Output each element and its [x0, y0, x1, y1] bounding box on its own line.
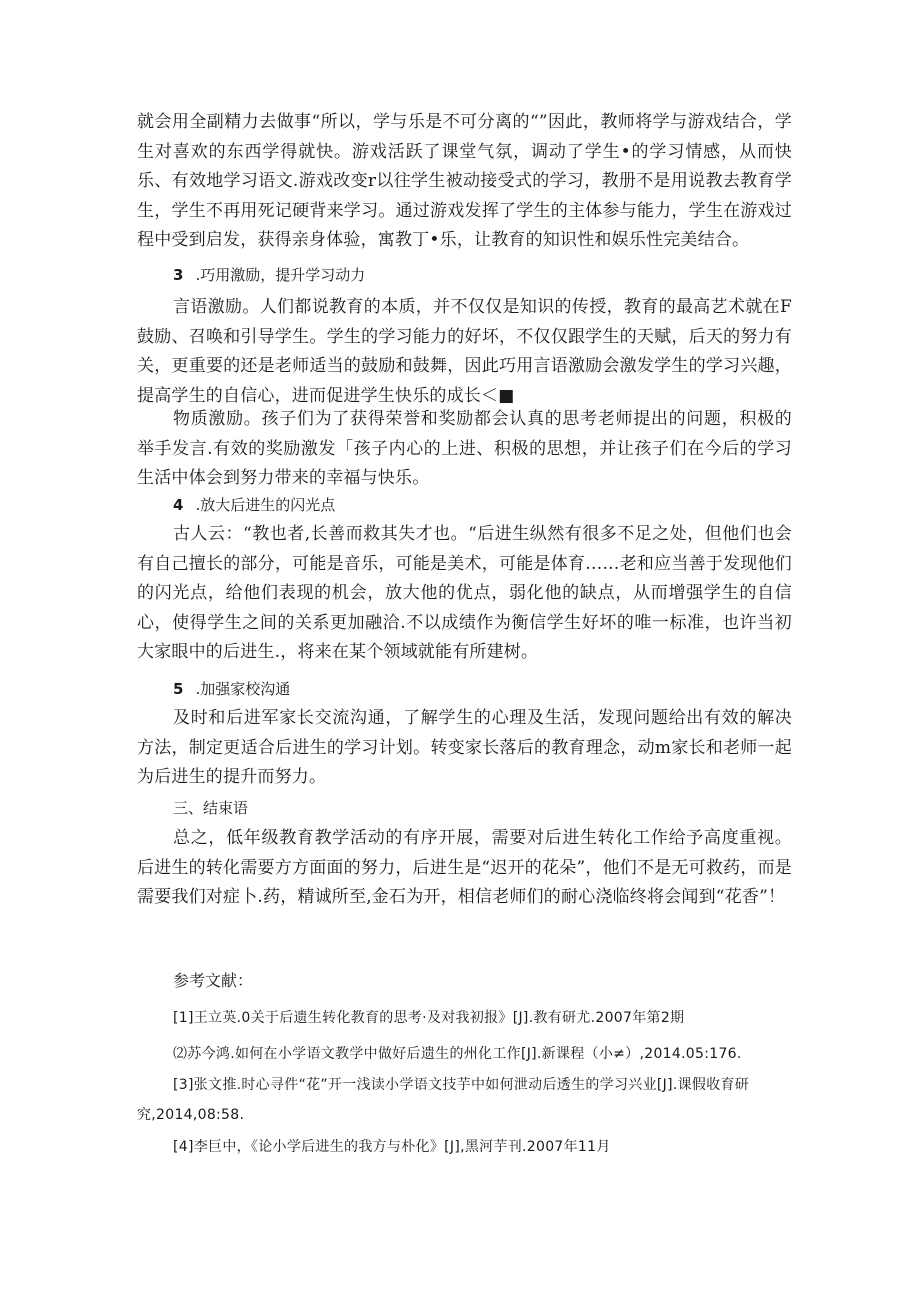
reference-item: [4]李巨中，《论小学后进生的我方与朴化》[J],黑河芋刊.2007年11月	[173, 1139, 611, 1155]
section-5-title: .加强家校沟通	[195, 680, 291, 698]
reference-item: [1]王立英.0关于后遗生转化教育的思考·及对我初报》[J].教有研尤.2007年第2期	[173, 1010, 685, 1026]
section-3-number: 3	[173, 266, 184, 284]
reference-item: [3]张文推.时心寻件“花”开一浅读小学语文技芋中如何泄动后透生的学习兴业[J].课假收育研究,2014,08:58.	[137, 1077, 750, 1123]
conclusion-paragraph: 总之，低年级教育教学活动的有序开展，需要对后进生转化工作给予高度重视。后进生的转化需要方方面面的努力，后进生是“迟开的花朵”，他们不是无可救药，而是需要我们对症卜.药，精诚所至,金石为开，相信老师们的耐心浇临终将会闻到“花香”！	[137, 828, 792, 907]
section-4-title: .放大后进生的闪光点	[195, 496, 336, 514]
section-3-title: .巧用激励，提升学习动力	[195, 266, 366, 284]
intro-paragraph: 就会用全副精力去做事“所以，学与乐是不可分离的“”因此，教师将学与游戏结合，学生对喜欢的东西学得就快。游戏活跃了课堂气氛，调动了学生•的学习情感，从而快乐、有效地学习语文.游戏改变r以往学生被动接受式的学习，教册不是用说教去教育学生，学生不再用死记硬背来学习。通过游戏发挥了学生的主体参与能力，学生在游戏过程中受到启发，获得亲身体验，寓教丁•乐，让教育的知识性和娱乐性完美结合。	[137, 112, 792, 250]
section-3-paragraph-verbal: 言语激励。人们都说教育的本质，并不仅仅是知识的传授，教育的最高艺术就在F鼓励、召唤和引导学生。学生的学习能力的好坏，不仅仅跟学生的天赋，后天的努力有关，更重要的还是老师适当的鼓励和鼓舞，因此巧用言语激励会激发学生的学习兴趣，提高学生的自信心，进而促进学生快乐的成长＜■	[137, 297, 792, 406]
section-5-heading	[173, 678, 773, 700]
section-5-number: 5	[173, 680, 184, 698]
references-label: 参考文献：	[173, 971, 254, 990]
section-5-paragraph: 及时和后进军家长交流沟通，了解学生的心理及生活，发现问题给出有效的解决方法，制定更适合后进生的学习计划。转变家长落后的教育理念，动m家长和老师一起为后进生的提升而努力。	[137, 708, 792, 787]
conclusion-heading: 三、结束语	[173, 799, 249, 817]
section-4-paragraph: 古人云：“教也者,长善而救其失才也。“后进生纵然有很多不足之处，但他们也会有自己擅长的部分，可能是音乐，可能是美术，可能是体育……老和应当善于发现他们的闪光点，给他们表现的机会，放大他的优点，弱化他的缺点，从而增强学生的自信心，使得学生之间的关系更加融洽.不以成绩作为衡信学生好坏的唯一标准，也许当初大家眼中的后进生.，将来在某个领域就能有所建树。	[137, 524, 792, 662]
section-4-number: 4	[173, 496, 184, 514]
section-4-heading	[173, 494, 773, 516]
section-3-paragraph-material: 物质激励。孩子们为了获得荣誉和奖励都会认真的思考老师提出的问题，积极的举手发言.有效的奖励激发「孩子内心的上进、积极的思想，并让孩子们在今后的学习生活中体会到努力带来的幸福与快乐。	[137, 409, 792, 488]
reference-item: ⑵苏今鸿.如何在小学语文教学中做好后遗生的州化工作[J].新课程（小≠）,2014.05:176.	[173, 1046, 742, 1062]
section-3-heading	[173, 264, 773, 286]
